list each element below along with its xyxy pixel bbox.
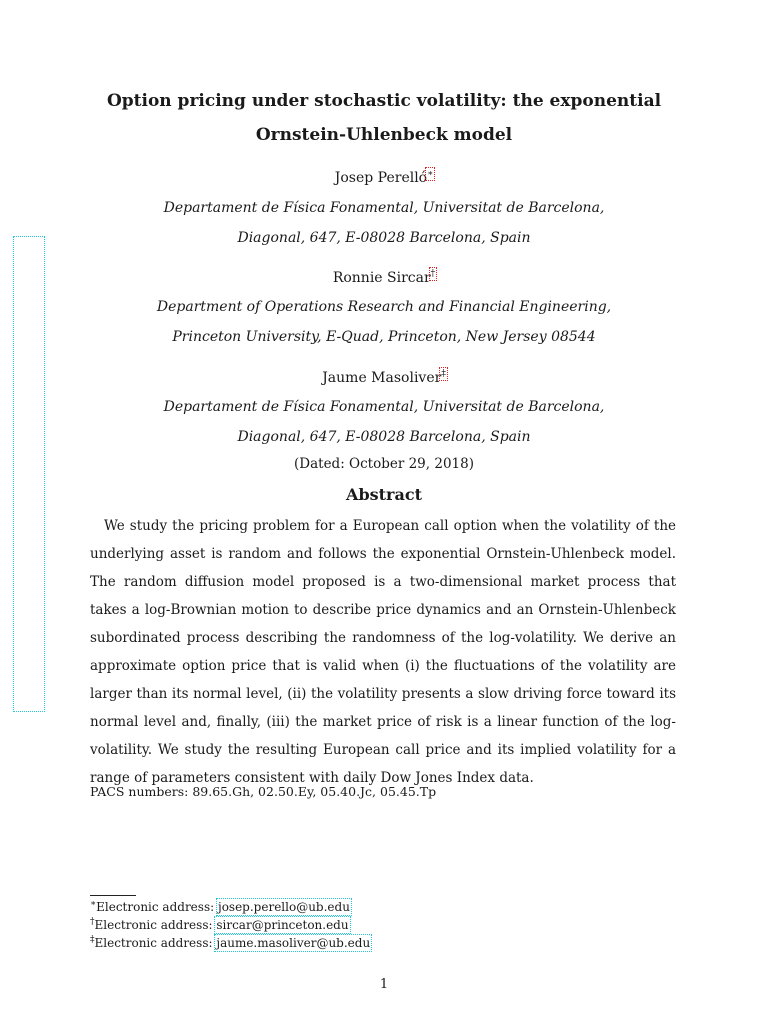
author-2 [80,268,688,288]
affiliation-1 [80,193,688,253]
affiliation-line: Departament de Física Fonamental, Universitat de Barcelona, [163,399,605,415]
footnote-label: Electronic address: [96,900,218,914]
author-1 [80,168,688,188]
pacs-numbers: PACS numbers: 89.65.Gh, 02.50.Ey, 05.40.Jc, 05.45.Tp [90,784,437,799]
footnote-3 [90,934,370,952]
page-number: 1 [379,977,389,992]
affiliation-line: Diagonal, 647, E-08028 Barcelona, Spain [237,230,531,246]
footnote-label: Electronic address: [94,936,217,950]
footnote-link-2[interactable]: † [430,269,436,280]
footnote-rule [90,895,136,896]
footnote-link-1[interactable]: ∗ [427,169,434,180]
abstract-text: We study the pricing problem for a European call option when the volatility of the underlying asset is random and follows the exponential Ornstein-Uhlenbeck model. The random diffusion model proposed is a two-dimensional market process that takes a log-Brownian motion to describe price dynamics and an Ornstein-Uhlenbeck subordinated process describing the randomness of the log-volatility. We derive an approximate option price that is valid when (i) the fluctuations of the volatility are larger than its normal level, (ii) the volatility presents a slow driving force toward its normal level and, finally, (iii) the market price of risk is a linear function of the log-volatility. We study the resulting European call price and its implied volatility for a range of parameters consistent with daily Dow Jones Index data. [90,518,676,786]
title-line-1: Option pricing under stochastic volatility: the exponential [106,91,662,111]
footnote-mark: † [90,917,95,927]
author-name: Jaume Masoliver [322,370,442,386]
affiliation-2 [80,292,688,352]
paper-title [80,84,688,152]
affiliation-line: Princeton University, E-Quad, Princeton, New Jersey 08544 [172,329,596,345]
author-name: Ronnie Sircar [332,270,431,286]
title-line-2: Ornstein-Uhlenbeck model [255,125,513,145]
footnote-link-3[interactable]: ‡ [441,369,446,380]
dated-line: (Dated: October 29, 2018) [294,456,474,472]
margin-annotation-box [13,236,45,712]
affiliation-line: Diagonal, 647, E-08028 Barcelona, Spain [237,429,531,445]
footnote-label: Electronic address: [94,918,217,932]
author-3 [80,368,688,388]
affiliation-3 [80,392,688,452]
abstract-heading: Abstract [346,485,422,504]
email-link[interactable]: josep.perello@ub.edu [217,900,350,914]
footnote-mark: ∗ [90,899,97,909]
footnote-mark: ‡ [90,935,95,945]
author-name: Josep Perelló [334,170,428,186]
affiliation-line: Department of Operations Research and Financial Engineering, [156,299,612,315]
affiliation-line: Departament de Física Fonamental, Universitat de Barcelona, [163,200,605,216]
footnote-1 [90,898,370,916]
email-link[interactable]: jaume.masoliver@ub.edu [216,936,371,950]
footnote-2 [90,916,370,934]
email-link[interactable]: sircar@princeton.edu [216,918,349,932]
footnotes [90,898,370,952]
